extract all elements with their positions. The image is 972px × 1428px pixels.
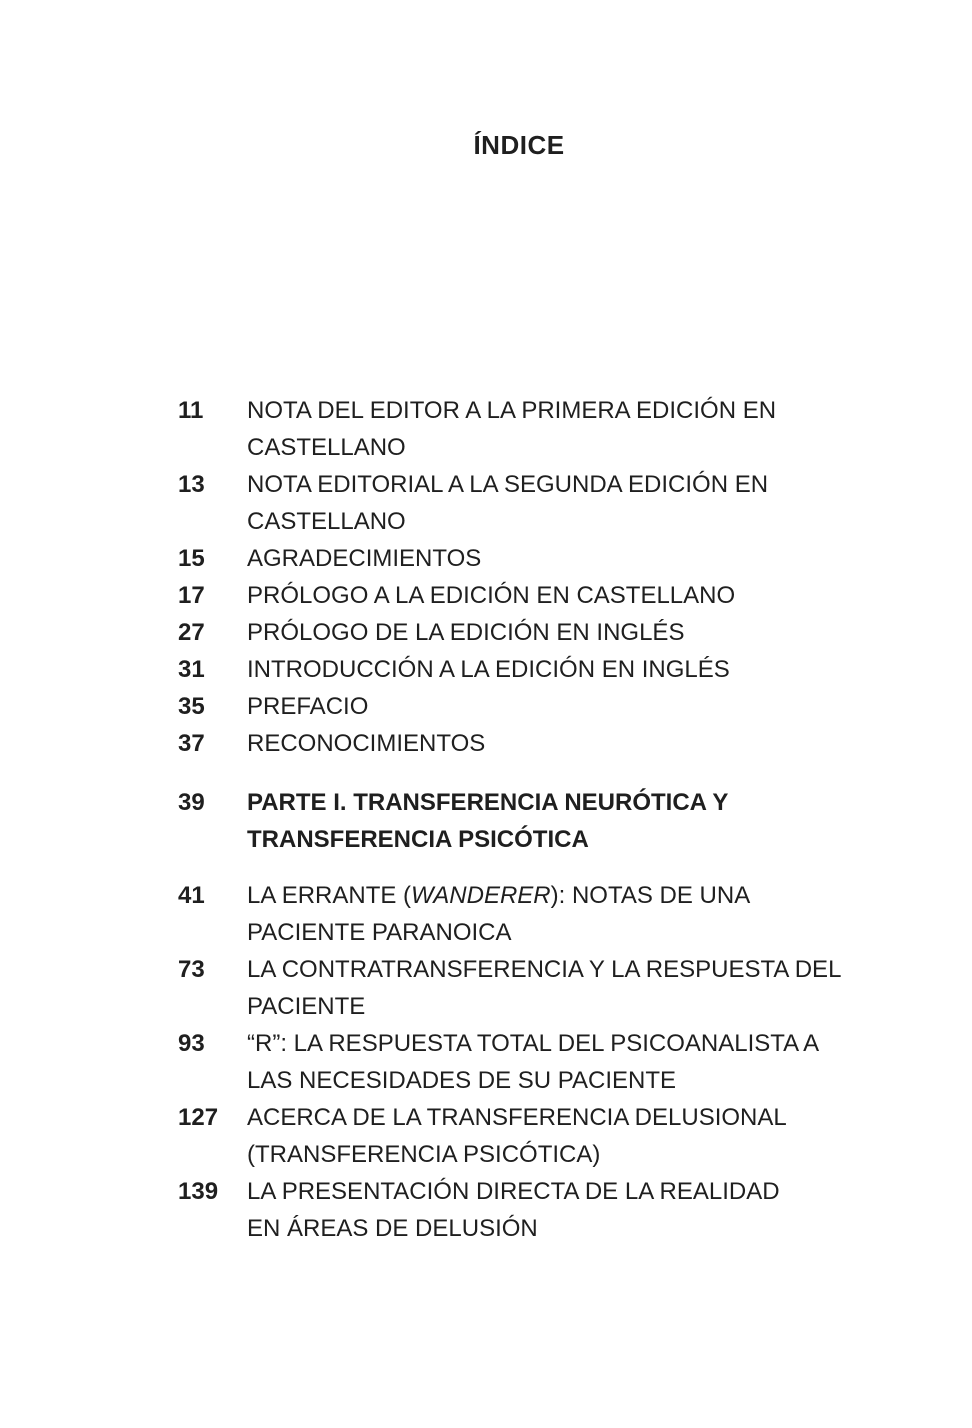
toc-entry [178,688,898,725]
toc-entry-title: ACERCA DE LA TRANSFERENCIA DELUSIONAL (TRANSFERENCIA PSICÓTICA) [247,1104,787,1168]
toc-entry-title: “R”: LA RESPUESTA TOTAL DEL PSICOANALISTA A LAS NECESIDADES DE SU PACIENTE [247,1030,820,1094]
toc-page-number: 41 [178,882,205,909]
toc-entry-title: RECONOCIMIENTOS [247,730,486,757]
toc-page-number: 27 [178,619,205,646]
toc-page-number: 31 [178,656,205,683]
toc-entry-title: NOTA EDITORIAL A LA SEGUNDA EDICIÓN EN CASTELLANO [247,471,769,535]
toc-entry [178,614,898,651]
toc-page-number: 15 [178,545,205,572]
toc-entry-title: PRÓLOGO DE LA EDICIÓN EN INGLÉS [247,619,685,646]
toc-page-number: 17 [178,582,205,609]
toc-entry-title: INTRODUCCIÓN A LA EDICIÓN EN INGLÉS [247,656,730,683]
toc-entry [178,466,898,540]
toc-entry-title: AGRADECIMIENTOS [247,545,482,572]
toc-page-number: 13 [178,471,205,498]
toc-entry-title: PRÓLOGO A LA EDICIÓN EN CASTELLANO [247,582,736,609]
table-of-contents [178,392,898,1247]
toc-page-number: 39 [178,789,205,816]
toc-entry [178,1099,898,1173]
toc-entry-title: LA PRESENTACIÓN DIRECTA DE LA REALIDAD EN ÁREAS DE DELUSIÓN [247,1178,780,1242]
toc-entry-title: NOTA DEL EDITOR A LA PRIMERA EDICIÓN EN CASTELLANO [247,397,777,461]
toc-entry-title: PREFACIO [247,693,369,720]
toc-page-number: 127 [178,1104,219,1131]
toc-page-number: 139 [178,1178,219,1205]
toc-entry [178,651,898,688]
toc-entry [178,877,898,951]
toc-page-number: 93 [178,1030,205,1057]
toc-page-number: 11 [178,397,204,424]
toc-entry [178,725,898,762]
toc-entry [178,1025,898,1099]
toc-entry [178,577,898,614]
toc-entry [178,1173,898,1247]
toc-entry-title: LA ERRANTE (WANDERER): NOTAS DE UNA PACIENTE PARANOICA [247,882,751,946]
toc-entry-title: LA CONTRATRANSFERENCIA Y LA RESPUESTA DEL PACIENTE [247,956,842,1020]
toc-entry [178,540,898,577]
toc-page-number: 73 [178,956,205,983]
toc-page-number: 37 [178,730,205,757]
page-title: ÍNDICE [473,130,565,160]
toc-page-number: 35 [178,693,205,720]
toc-entry-title: PARTE I. TRANSFERENCIA NEURÓTICA Y TRANSFERENCIA PSICÓTICA [247,789,729,853]
toc-entry [178,951,898,1025]
toc-entry [178,392,898,466]
toc-section-heading [178,784,898,858]
